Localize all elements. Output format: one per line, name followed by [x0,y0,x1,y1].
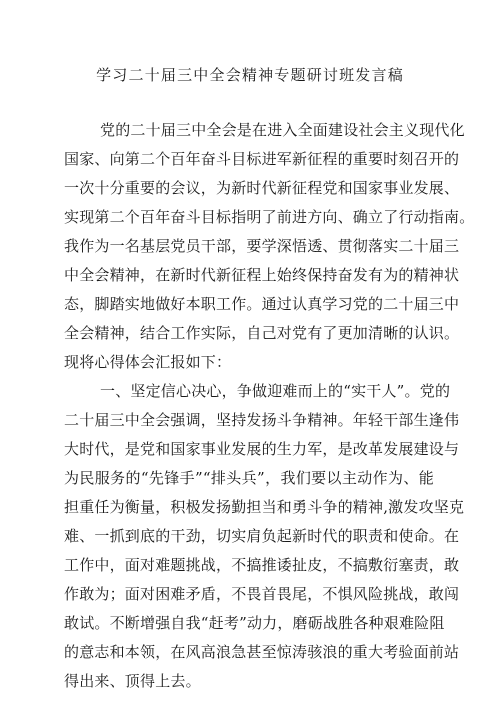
paragraph-intro [64,116,475,377]
text-line: 的意志和本领，在风高浪急甚至惊涛骇浪的重大考验面前站 [64,643,460,661]
text-line: 大时代，是党和国家事业发展的生力军，是改革发展建设与 [64,440,460,458]
text-line: 党的二十届三中全会是在进入全面建设社会主义现代化 [100,121,465,139]
text-line: 难、一抓到底的干劲，切实肩负起新时代的职责和使命。在 [64,527,460,545]
paragraph-section-one [64,377,465,696]
document-title: 学习二十届三中全会精神专题研讨班发言稿 [96,66,404,84]
document-body [64,116,475,696]
text-line: 一次十分重要的会议，为新时代新征程党和国家事业发展、 [64,179,460,197]
text-line: 我作为一名基层党员干部，要学深悟透、贯彻落实二十届三 [64,237,460,255]
text-line: 作敢为；面对困难矛盾，不畏首畏尾，不惧风险挑战，敢闯 [64,585,460,603]
text-line: 一、坚定信心决心，争做迎难而上的“实干人”。党的 [100,382,451,400]
text-line: 现将心得体会汇报如下： [64,353,232,371]
text-line: 实现第二个百年奋斗目标指明了前进方向、确立了行动指南。 [64,208,475,226]
text-line: 国家、向第二个百年奋斗目标进军新征程的重要时刻召开的 [64,150,460,168]
text-line: 为民服务的“先锋手”“排头兵”，我们要以主动作为、能 [64,469,434,487]
text-line: 态，脚踏实地做好本职工作。通过认真学习党的二十届三中 [64,295,460,313]
text-line: 二十届三中全会强调，坚持发扬斗争精神。年轻干部生逢伟 [64,411,460,429]
text-line: 敢试。不断增强自我“赶考”动力，磨砺战胜各种艰难险阻 [64,614,445,632]
text-line: 全会精神，结合工作实际，自己对党有了更加清晰的认识。 [64,324,460,342]
text-line: 工作中，面对难题挑战，不搞推诿扯皮，不搞敷衍塞责，敢 [64,556,460,574]
text-line: 得出来、顶得上去。 [64,672,201,690]
text-line: 中全会精神，在新时代新征程上始终保持奋发有为的精神状 [64,266,460,284]
text-line: 担重任为衡量，积极发扬勤担当和勇斗争的精神,激发攻坚克 [64,498,465,516]
